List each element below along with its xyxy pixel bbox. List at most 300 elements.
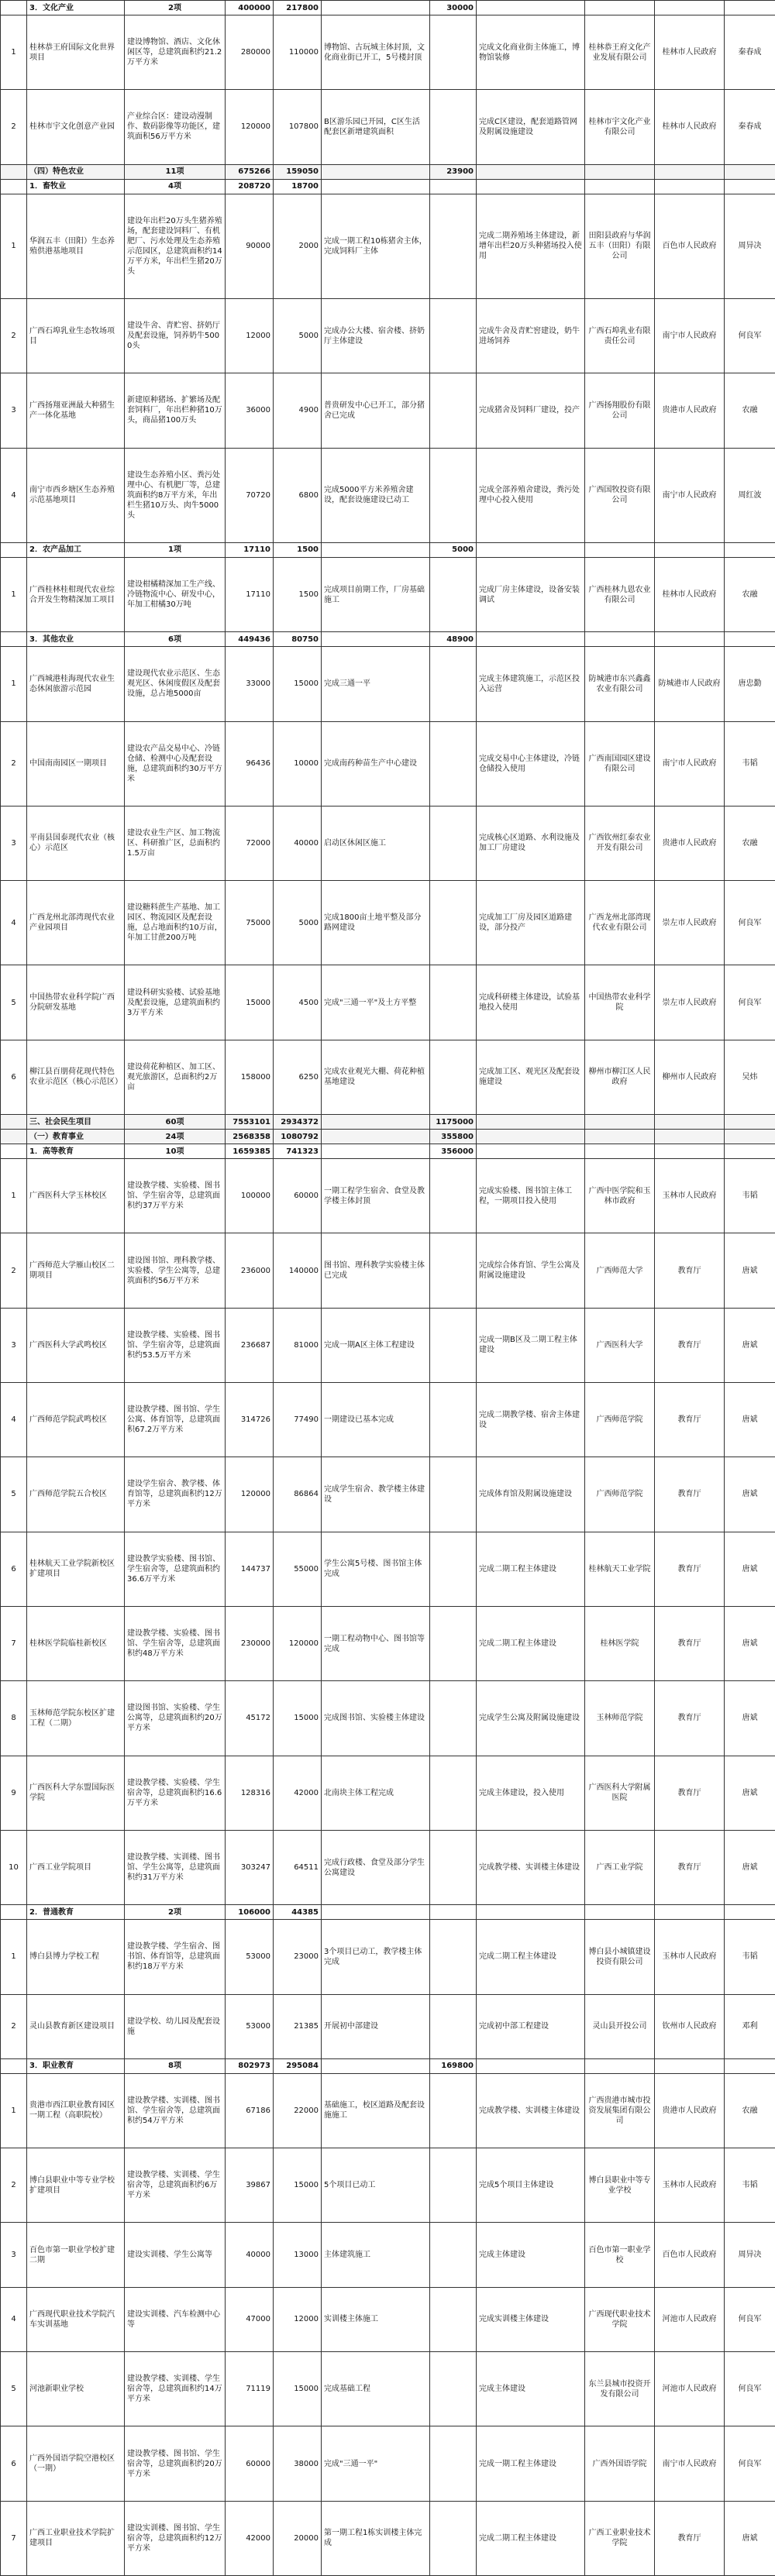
total-investment: 12000 [226,298,274,373]
project-scale: 建设农业生产区、加工物流区、科研推广区，总面积约1.5万亩 [125,806,226,880]
project-progress: 主体建筑施工 [322,2223,430,2287]
section-plan-content [477,1905,585,1920]
responsible-leader: 何良军 [725,881,775,965]
responsible-government: 玉林市人民政府 [655,1920,725,1994]
section-government [655,632,725,647]
plan-investment [430,1756,477,1830]
plan-content: 完成C区建设，配套道路管网及附属设施建设 [477,90,585,164]
project-name: 河池新职业学校 [27,2352,125,2426]
section-progress [322,632,430,647]
project-scale: 建设图书馆、实验楼、学生公寓等，总建筑面积约20万平方米 [125,1681,226,1756]
project-progress: 完成1800亩土地平整及部分路网建设 [322,881,430,965]
project-progress: 图书馆、理科教学实验楼主体已完成 [322,1233,430,1308]
project-owner: 玉林师范学院 [585,1681,655,1756]
section-government [655,1130,725,1144]
section-plan-content [477,2058,585,2073]
total-investment: 71119 [226,2352,274,2426]
section-number [1,1905,27,1920]
section-header-row [1,164,775,179]
row-number: 4 [1,881,27,965]
section-count: 60项 [125,1115,226,1130]
total-investment: 39867 [226,2148,274,2223]
completed-investment: 15000 [274,1681,322,1756]
section-total-investment: 2568358 [226,1130,274,1144]
project-progress: 完成5000平方米养殖舍建设，配套设施建设已动工 [322,448,430,542]
row-number: 3 [1,1308,27,1382]
project-owner: 广西桂林九恩农业有限公司 [585,557,655,631]
project-name: 灵山县教育新区建设项目 [27,1994,125,2058]
responsible-government: 教育厅 [655,1606,725,1680]
plan-content: 完成主体建设 [477,2352,585,2426]
responsible-leader: 农融 [725,806,775,880]
section-plan-content [477,1,585,15]
responsible-leader: 唐斌 [725,1756,775,1830]
section-number [1,179,27,194]
responsible-government: 教育厅 [655,1383,725,1457]
total-investment: 120000 [226,90,274,164]
responsible-government: 贵港市人民政府 [655,2073,725,2148]
responsible-government: 教育厅 [655,1308,725,1382]
responsible-government: 教育厅 [655,1457,725,1532]
project-name: 百色市第一职业学校扩建二期 [27,2223,125,2287]
responsible-leader: 秦春成 [725,90,775,164]
section-count: 2项 [125,1,226,15]
plan-content: 完成加工厂房及园区道路建设，部分投产 [477,881,585,965]
section-leader [725,1,775,15]
section-leader [725,2058,775,2073]
project-name: 广西师范大学雁山校区二期项目 [27,1233,125,1308]
section-completed-investment: 80750 [274,632,322,647]
project-scale: 建设博物馆、酒店、文化休闲区等，总建筑面积约21.2万平方米 [125,15,226,90]
plan-investment [430,965,477,1040]
section-owner [585,2058,655,2073]
table-row [1,1040,775,1114]
total-investment: 120000 [226,1457,274,1532]
section-progress [322,164,430,179]
total-investment: 144737 [226,1532,274,1606]
section-owner [585,1144,655,1159]
section-total-investment: 802973 [226,2058,274,2073]
section-plan-investment: 30000 [430,1,477,15]
section-owner [585,1905,655,1920]
row-number: 2 [1,2148,27,2223]
project-scale: 建设教学楼、图书馆、学生公寓、体育馆等，总建筑面积67.2万平方米 [125,1383,226,1457]
section-progress [322,1,430,15]
completed-investment: 15000 [274,647,322,721]
plan-investment [430,298,477,373]
project-owner: 中国热带农业科学院 [585,965,655,1040]
plan-investment [430,647,477,721]
total-investment: 17110 [226,557,274,631]
completed-investment: 4900 [274,373,322,448]
responsible-leader: 唐斌 [725,2501,775,2575]
section-plan-investment: 48900 [430,632,477,647]
responsible-government: 南宁市人民政府 [655,448,725,542]
plan-investment [430,806,477,880]
completed-investment: 15000 [274,2148,322,2223]
section-leader [725,1115,775,1130]
project-name: 广西石埠乳业生态牧场项目 [27,298,125,373]
section-total-investment: 400000 [226,1,274,15]
project-progress: 第一期工程1栋实训楼主体完成 [322,2501,430,2575]
plan-investment [430,373,477,448]
plan-content: 完成5个项目主体建设 [477,2148,585,2223]
section-name: 三、社会民生项目 [27,1115,125,1130]
project-owner: 防城港市东兴鑫鑫农业有限公司 [585,647,655,721]
plan-content: 完成加工区、观光区及配套设施建设 [477,1040,585,1114]
responsible-government: 教育厅 [655,1756,725,1830]
section-plan-content [477,1115,585,1130]
responsible-leader: 吴炜 [725,1040,775,1114]
section-plan-investment [430,1905,477,1920]
project-owner: 广西龙州北部湾现代农业有限公司 [585,881,655,965]
table-row [1,1606,775,1680]
responsible-leader: 农融 [725,2073,775,2148]
completed-investment: 5000 [274,881,322,965]
section-header-row [1,632,775,647]
row-number: 6 [1,1532,27,1606]
row-number: 2 [1,1233,27,1308]
section-leader [725,1130,775,1144]
plan-investment [430,1681,477,1756]
project-scale: 新建原种猪场、扩繁场及配套饲料厂，年出栏种猪10万头，商品猪100万头 [125,373,226,448]
section-owner [585,632,655,647]
project-scale: 建设实训楼、图书馆、学生宿舍等，总建筑面积约12万平方米 [125,2501,226,2575]
project-owner: 广西现代职业技术学院 [585,2287,655,2351]
project-owner: 广西钦州红泰农业开发有限公司 [585,806,655,880]
plan-investment [430,2073,477,2148]
project-progress: 完成项目前期工作，厂房基础施工 [322,557,430,631]
responsible-leader: 唐斌 [725,1532,775,1606]
project-scale: 建设教学楼、实验楼、图书馆、学生宿舍等，总建筑面积约48万平方米 [125,1606,226,1680]
section-name: 3．职业教育 [27,2058,125,2073]
section-number [1,1115,27,1130]
completed-investment: 64511 [274,1830,322,1904]
project-name: 广西医科大学武鸣校区 [27,1308,125,1382]
section-completed-investment: 2934372 [274,1115,322,1130]
plan-investment [430,194,477,298]
project-owner: 博白县小城镇建设投资有限公司 [585,1920,655,1994]
responsible-leader: 农融 [725,373,775,448]
project-progress: 博物馆、古玩城主体封顶，文化商业街已开工，5号楼封顶 [322,15,430,90]
responsible-leader: 韦韬 [725,1920,775,1994]
section-plan-content [477,1130,585,1144]
section-header-row [1,1144,775,1159]
section-completed-investment: 295084 [274,2058,322,2073]
project-scale: 建设实训楼、学生公寓等 [125,2223,226,2287]
total-investment: 158000 [226,1040,274,1114]
table-row [1,298,775,373]
section-plan-content [477,632,585,647]
responsible-government: 崇左市人民政府 [655,965,725,1040]
row-number: 1 [1,1920,27,1994]
plan-investment [430,2352,477,2426]
row-number: 4 [1,1383,27,1457]
completed-investment: 120000 [274,1606,322,1680]
plan-investment [430,1994,477,2058]
total-investment: 36000 [226,373,274,448]
completed-investment: 15000 [274,2352,322,2426]
project-scale: 建设糖料蔗生产基地、加工园区、物流园区及配套设施，总占地面积约10万亩，年加工甘蔗200万吨 [125,881,226,965]
responsible-leader: 唐斌 [725,1308,775,1382]
section-completed-investment: 1080792 [274,1130,322,1144]
table-row [1,90,775,164]
responsible-government: 南宁市人民政府 [655,298,725,373]
project-scale: 建设实训楼、汽车检测中心等 [125,2287,226,2351]
project-owner: 广西工业学院 [585,1830,655,1904]
plan-content: 完成厂房主体建设，设备安装调试 [477,557,585,631]
project-owner: 博白县职业中等专业学校 [585,2148,655,2223]
table-row [1,1681,775,1756]
project-name: 博白县职业中等专业学校扩建项目 [27,2148,125,2223]
plan-content: 完成二期工程主体建设 [477,1606,585,1680]
plan-content: 完成教学楼、实训楼主体建设 [477,1830,585,1904]
responsible-leader: 唐斌 [725,1457,775,1532]
plan-investment [430,2426,477,2501]
project-progress: 完成"三通一平"及土方平整 [322,965,430,1040]
responsible-government: 河池市人民政府 [655,2287,725,2351]
total-investment: 15000 [226,965,274,1040]
project-scale: 建设教学楼、实训楼、图书馆、学生公寓等，总建筑面积约31万平方米 [125,1830,226,1904]
section-count: 6项 [125,632,226,647]
responsible-government: 贵港市人民政府 [655,373,725,448]
project-progress: 学生公寓5号楼、图书馆主体完成 [322,1532,430,1606]
section-number [1,164,27,179]
section-plan-investment [430,179,477,194]
section-name: 2．普通教育 [27,1905,125,1920]
table-row [1,15,775,90]
plan-investment [430,90,477,164]
responsible-government: 钦州市人民政府 [655,1994,725,2058]
section-total-investment: 208720 [226,179,274,194]
completed-investment: 140000 [274,1233,322,1308]
responsible-leader: 唐斌 [725,1830,775,1904]
total-investment: 230000 [226,1606,274,1680]
responsible-leader: 邓利 [725,1994,775,2058]
plan-content: 完成二期教学楼、宿舍主体建设 [477,1383,585,1457]
plan-content: 完成文化商业街主体施工，博物馆装修 [477,15,585,90]
completed-investment: 81000 [274,1308,322,1382]
project-progress: 一期建设已基本完成 [322,1383,430,1457]
project-progress: 一期工程动物中心、图书馆等完成 [322,1606,430,1680]
section-completed-investment: 1500 [274,542,322,557]
plan-content: 完成一期B区及二期工程主体建设 [477,1308,585,1382]
completed-investment: 5000 [274,298,322,373]
project-scale: 建设学校、幼儿园及配套设施 [125,1994,226,2058]
section-count: 2项 [125,1905,226,1920]
responsible-leader: 农融 [725,557,775,631]
project-owner: 广西师范学院 [585,1457,655,1532]
row-number: 3 [1,806,27,880]
responsible-leader: 何良军 [725,2287,775,2351]
total-investment: 45172 [226,1681,274,1756]
row-number: 3 [1,373,27,448]
table-row [1,647,775,721]
section-name: 2．农产品加工 [27,542,125,557]
plan-content: 完成主体建设，投入使用 [477,1756,585,1830]
section-plan-investment: 5000 [430,542,477,557]
responsible-government: 贵港市人民政府 [655,806,725,880]
plan-investment [430,881,477,965]
project-scale: 建设教学楼、学生宿舍、图书馆、体育馆等，总建筑面积约18万平方米 [125,1920,226,1994]
project-progress: 完成学生宿舍、教学楼主体建设 [322,1457,430,1532]
completed-investment: 10000 [274,721,322,806]
project-name: 广西工业职业技术学院扩建项目 [27,2501,125,2575]
responsible-leader: 周红波 [725,448,775,542]
table-row [1,194,775,298]
row-number: 10 [1,1830,27,1904]
section-progress [322,1905,430,1920]
plan-content: 完成牛舍及青贮窖建设，奶牛进场饲养 [477,298,585,373]
table-row [1,2426,775,2501]
total-investment: 53000 [226,1994,274,2058]
section-plan-investment: 1175000 [430,1115,477,1130]
project-name: 平南县国泰现代农业（核心）示范区 [27,806,125,880]
project-owner: 桂林航天工业学院 [585,1532,655,1606]
plan-content: 完成科研楼主体建设，试验基地投入使用 [477,965,585,1040]
row-number: 1 [1,557,27,631]
project-progress: 完成办公大楼、宿舍楼、挤奶厅主体建设 [322,298,430,373]
plan-content: 完成实训楼主体建设 [477,2287,585,2351]
responsible-leader: 唐忠勤 [725,647,775,721]
responsible-government: 河池市人民政府 [655,2352,725,2426]
project-progress: 完成一期工程10栋猪舍主体，完成饲料厂主体 [322,194,430,298]
table-row [1,1994,775,2058]
responsible-government: 防城港市人民政府 [655,647,725,721]
responsible-government: 玉林市人民政府 [655,2148,725,2223]
plan-content: 完成猪舍及饲料厂建设，投产 [477,373,585,448]
responsible-government: 百色市人民政府 [655,194,725,298]
row-number: 1 [1,194,27,298]
responsible-leader: 韦韬 [725,721,775,806]
section-owner [585,1,655,15]
project-owner: 广西医科大学 [585,1308,655,1382]
plan-investment [430,2223,477,2287]
project-scale: 建设学生宿舍、教学楼、体育馆等，总建筑面积约12万平方米 [125,1457,226,1532]
total-investment: 236000 [226,1233,274,1308]
plan-investment [430,1532,477,1606]
plan-investment [430,1920,477,1994]
table-row [1,557,775,631]
project-owner: 广西师范大学 [585,1233,655,1308]
responsible-leader: 唐斌 [725,1681,775,1756]
section-plan-investment: 169800 [430,2058,477,2073]
project-scale: 建设教学楼、图书馆、学生宿舍等，总建筑面积约20万平方米 [125,2426,226,2501]
row-number: 7 [1,1606,27,1680]
total-investment: 75000 [226,881,274,965]
plan-content: 完成初中部工程建设 [477,1994,585,2058]
section-count: 11项 [125,164,226,179]
section-completed-investment: 18700 [274,179,322,194]
project-name: 中国南南园区一期项目 [27,721,125,806]
project-owner: 柳州市柳江区人民政府 [585,1040,655,1114]
row-number: 5 [1,965,27,1040]
plan-investment [430,15,477,90]
project-scale: 建设教学楼、实验楼、学生宿舍等，总建筑面积约16.6万平方米 [125,1756,226,1830]
plan-content: 完成一期工程主体建设 [477,2426,585,2501]
project-scale: 产业综合区：建设动漫制作、数码影像等功能区，建筑面积56万平方米 [125,90,226,164]
project-owner: 灵山县开投公司 [585,1994,655,2058]
responsible-leader: 韦韬 [725,1159,775,1233]
section-number [1,1,27,15]
project-name: 广西医科大学东盟国际医学院 [27,1756,125,1830]
project-progress: 3个项目已动工，教学楼主体完成 [322,1920,430,1994]
project-owner: 广西南国园区建设有限公司 [585,721,655,806]
section-completed-investment: 44385 [274,1905,322,1920]
section-progress [322,1115,430,1130]
completed-investment: 23000 [274,1920,322,1994]
project-progress: 基础施工，校区道路及配套设施施工 [322,2073,430,2148]
section-leader [725,179,775,194]
project-progress: 完成农业观光大棚、荷花种植基地建设 [322,1040,430,1114]
section-number [1,2058,27,2073]
section-name: 3．文化产业 [27,1,125,15]
project-scale: 建设生态养殖小区、粪污处理中心、有机肥厂等，总建筑面积约8万平方米，年出栏生猪10万头、肉牛5000头 [125,448,226,542]
responsible-leader: 何良军 [725,2426,775,2501]
row-number: 5 [1,2352,27,2426]
section-plan-investment: 356000 [430,1144,477,1159]
project-progress: 实训楼主体施工 [322,2287,430,2351]
section-count: 4项 [125,179,226,194]
project-scale: 建设年出栏20万头生猪养殖场，配套建设饲料厂、有机肥厂、污水处理及生态养殖示范园区，总建筑面积约14万平方米，年出栏生猪20万头 [125,194,226,298]
row-number: 2 [1,721,27,806]
project-progress: 完成图书馆、实验楼主体建设 [322,1681,430,1756]
responsible-government: 崇左市人民政府 [655,881,725,965]
responsible-leader: 何良军 [725,298,775,373]
section-leader [725,632,775,647]
section-count: 24项 [125,1130,226,1144]
table-row [1,881,775,965]
section-name: 1．畜牧业 [27,179,125,194]
section-header-row [1,1,775,15]
section-number [1,632,27,647]
project-scale: 建设现代农业示范区、生态观光区、休闲度假区及配套设施，总占地5000亩 [125,647,226,721]
section-completed-investment: 741323 [274,1144,322,1159]
project-owner: 广西师范学院 [585,1383,655,1457]
responsible-government: 百色市人民政府 [655,2223,725,2287]
total-investment: 236687 [226,1308,274,1382]
section-plan-content [477,542,585,557]
project-progress: B区游乐园已开园，C区生活配套区新增建筑面积 [322,90,430,164]
section-government [655,2058,725,2073]
section-count: 8项 [125,2058,226,2073]
responsible-leader: 韦韬 [725,2148,775,2223]
section-government [655,1115,725,1130]
responsible-leader: 秦春成 [725,15,775,90]
project-scale: 建设柑橘精深加工生产线、冷链物流中心、研发中心，年加工柑橘30万吨 [125,557,226,631]
project-name: 广西龙州北部湾现代农业产业园项目 [27,881,125,965]
total-investment: 72000 [226,806,274,880]
completed-investment: 21385 [274,1994,322,2058]
completed-investment: 38000 [274,2426,322,2501]
plan-content: 完成二期工程主体建设 [477,1920,585,1994]
section-owner [585,1115,655,1130]
responsible-leader: 何良军 [725,2352,775,2426]
responsible-government: 桂林市人民政府 [655,557,725,631]
project-owner: 桂林市宇文化产业有限公司 [585,90,655,164]
table-row [1,373,775,448]
plan-investment [430,1830,477,1904]
plan-content: 完成全部养殖舍建设，粪污处理中心投入使用 [477,448,585,542]
row-number: 1 [1,15,27,90]
project-scale: 建设教学楼、实训楼、图书馆、学生宿舍等，总建筑面积约54万平方米 [125,2073,226,2148]
total-investment: 70720 [226,448,274,542]
plan-content: 完成主体建筑施工，示范区投入运营 [477,647,585,721]
section-owner [585,1130,655,1144]
section-total-investment: 106000 [226,1905,274,1920]
section-leader [725,1144,775,1159]
project-scale: 建设教学楼、实训楼、学生宿舍等，总建筑面积约14万平方米 [125,2352,226,2426]
